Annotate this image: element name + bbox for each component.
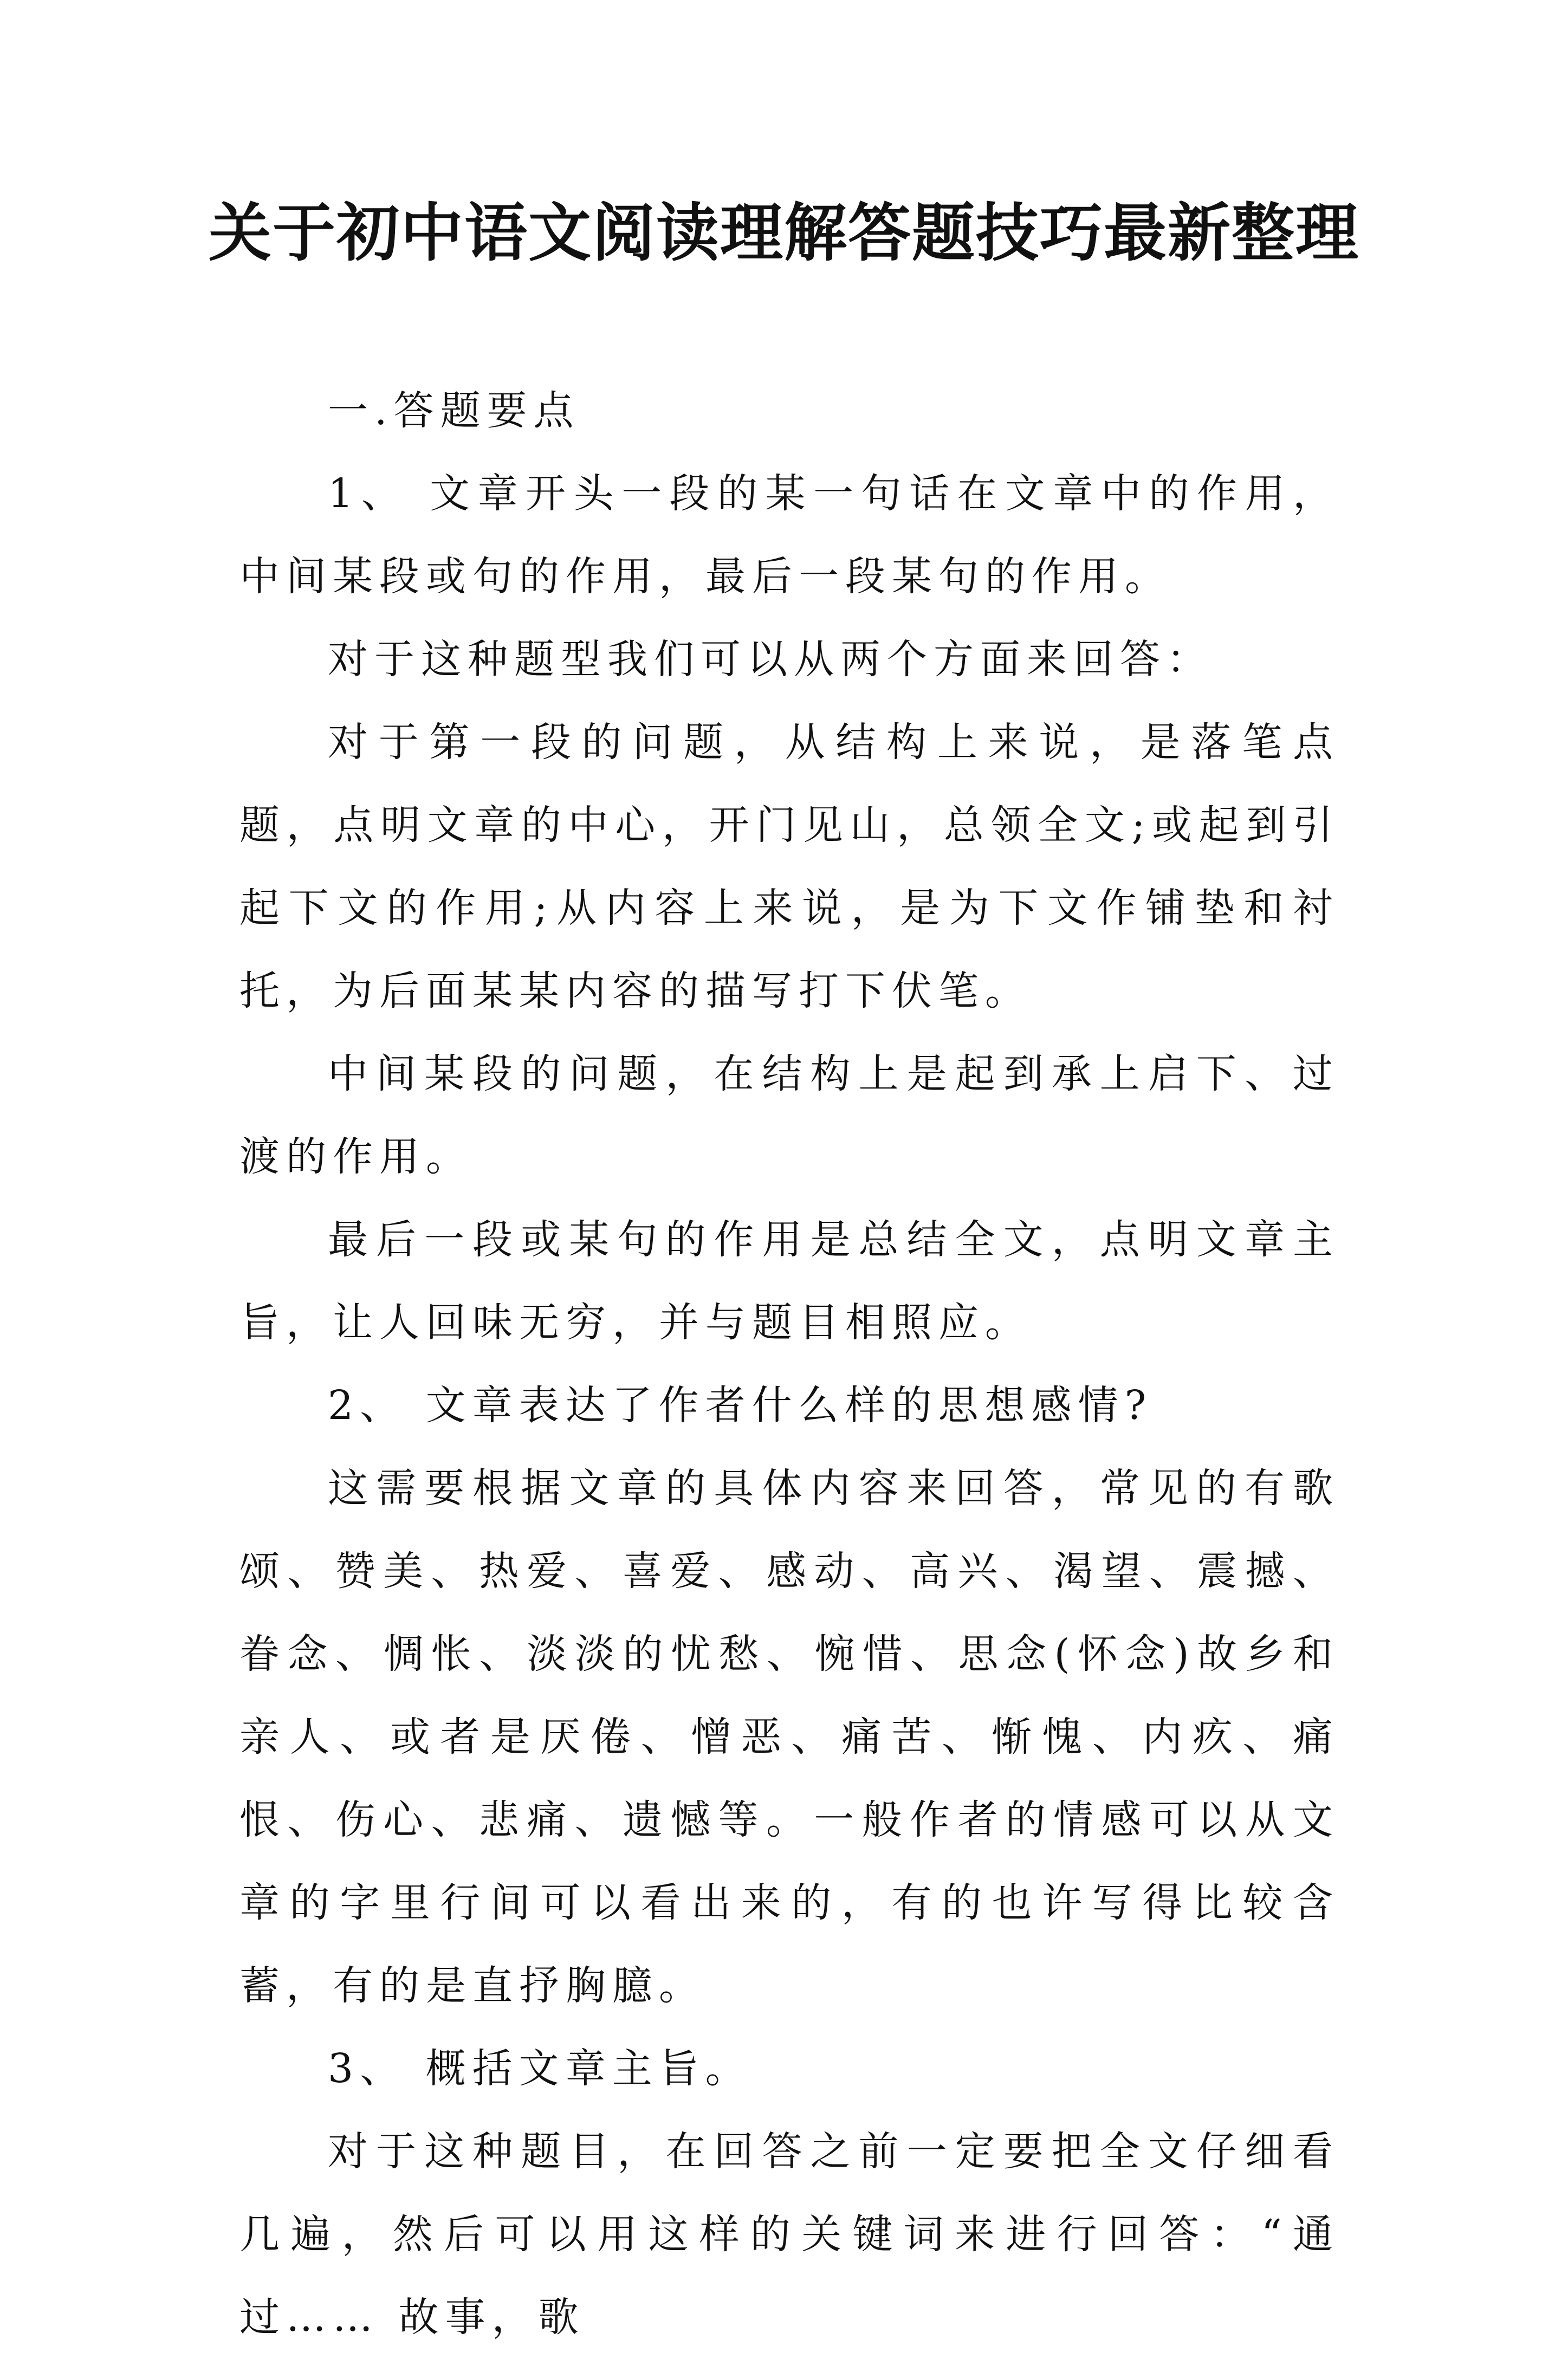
document-body	[239, 370, 1339, 2359]
question-2: 2、 文章表达了作者什么样的思想感情?	[328, 1382, 1153, 1429]
document-title: 关于初中语文阅读理解答题技巧最新整理	[209, 196, 1359, 270]
paragraph-emotions: 这需要根据文章的具体内容来回答，常见的有歌颂、赞美、热爱、喜爱、感动、高兴、渴望、震撼、眷念、惆怅、淡淡的忧愁、惋惜、思念(怀念)故乡和亲人、或者是厌倦、憎恶、痛苦、惭愧、内疚、痛恨、伤心、悲痛、遗憾等。一般作者的情感可以从文章的字里行间可以看出来的，有的也许写得比较含蓄，有的是直抒胸臆。	[239, 1465, 1339, 2009]
paragraph-last-section: 最后一段或某句的作用是总结全文，点明文章主旨，让人回味无穷，并与题目相照应。	[239, 1216, 1339, 1346]
section-heading-answer-points: 一.答题要点	[328, 387, 580, 434]
paragraph-middle-section: 中间某段的问题，在结构上是起到承上启下、过渡的作用。	[239, 1051, 1339, 1180]
question-1: 1、 文章开头一段的某一句话在文章中的作用，中间某段或句的作用，最后一段某句的作用。	[239, 470, 1339, 600]
paragraph-two-aspects: 对于这种题型我们可以从两个方面来回答：	[328, 636, 1213, 683]
paragraph-summary-method: 对于这种题目，在回答之前一定要把全文仔细看几遍，然后可以用这样的关键词来进行回答：“通过…… 故事，歌	[239, 2128, 1339, 2341]
paragraph-first-section: 对于第一段的问题，从结构上来说，是落笔点题，点明文章的中心，开门见山，总领全文;或起到引起下文的作用;从内容上来说，是为下文作铺垫和衬托，为后面某某内容的描写打下伏笔。	[239, 719, 1339, 1014]
question-3: 3、 概括文章主旨。	[328, 2045, 752, 2092]
